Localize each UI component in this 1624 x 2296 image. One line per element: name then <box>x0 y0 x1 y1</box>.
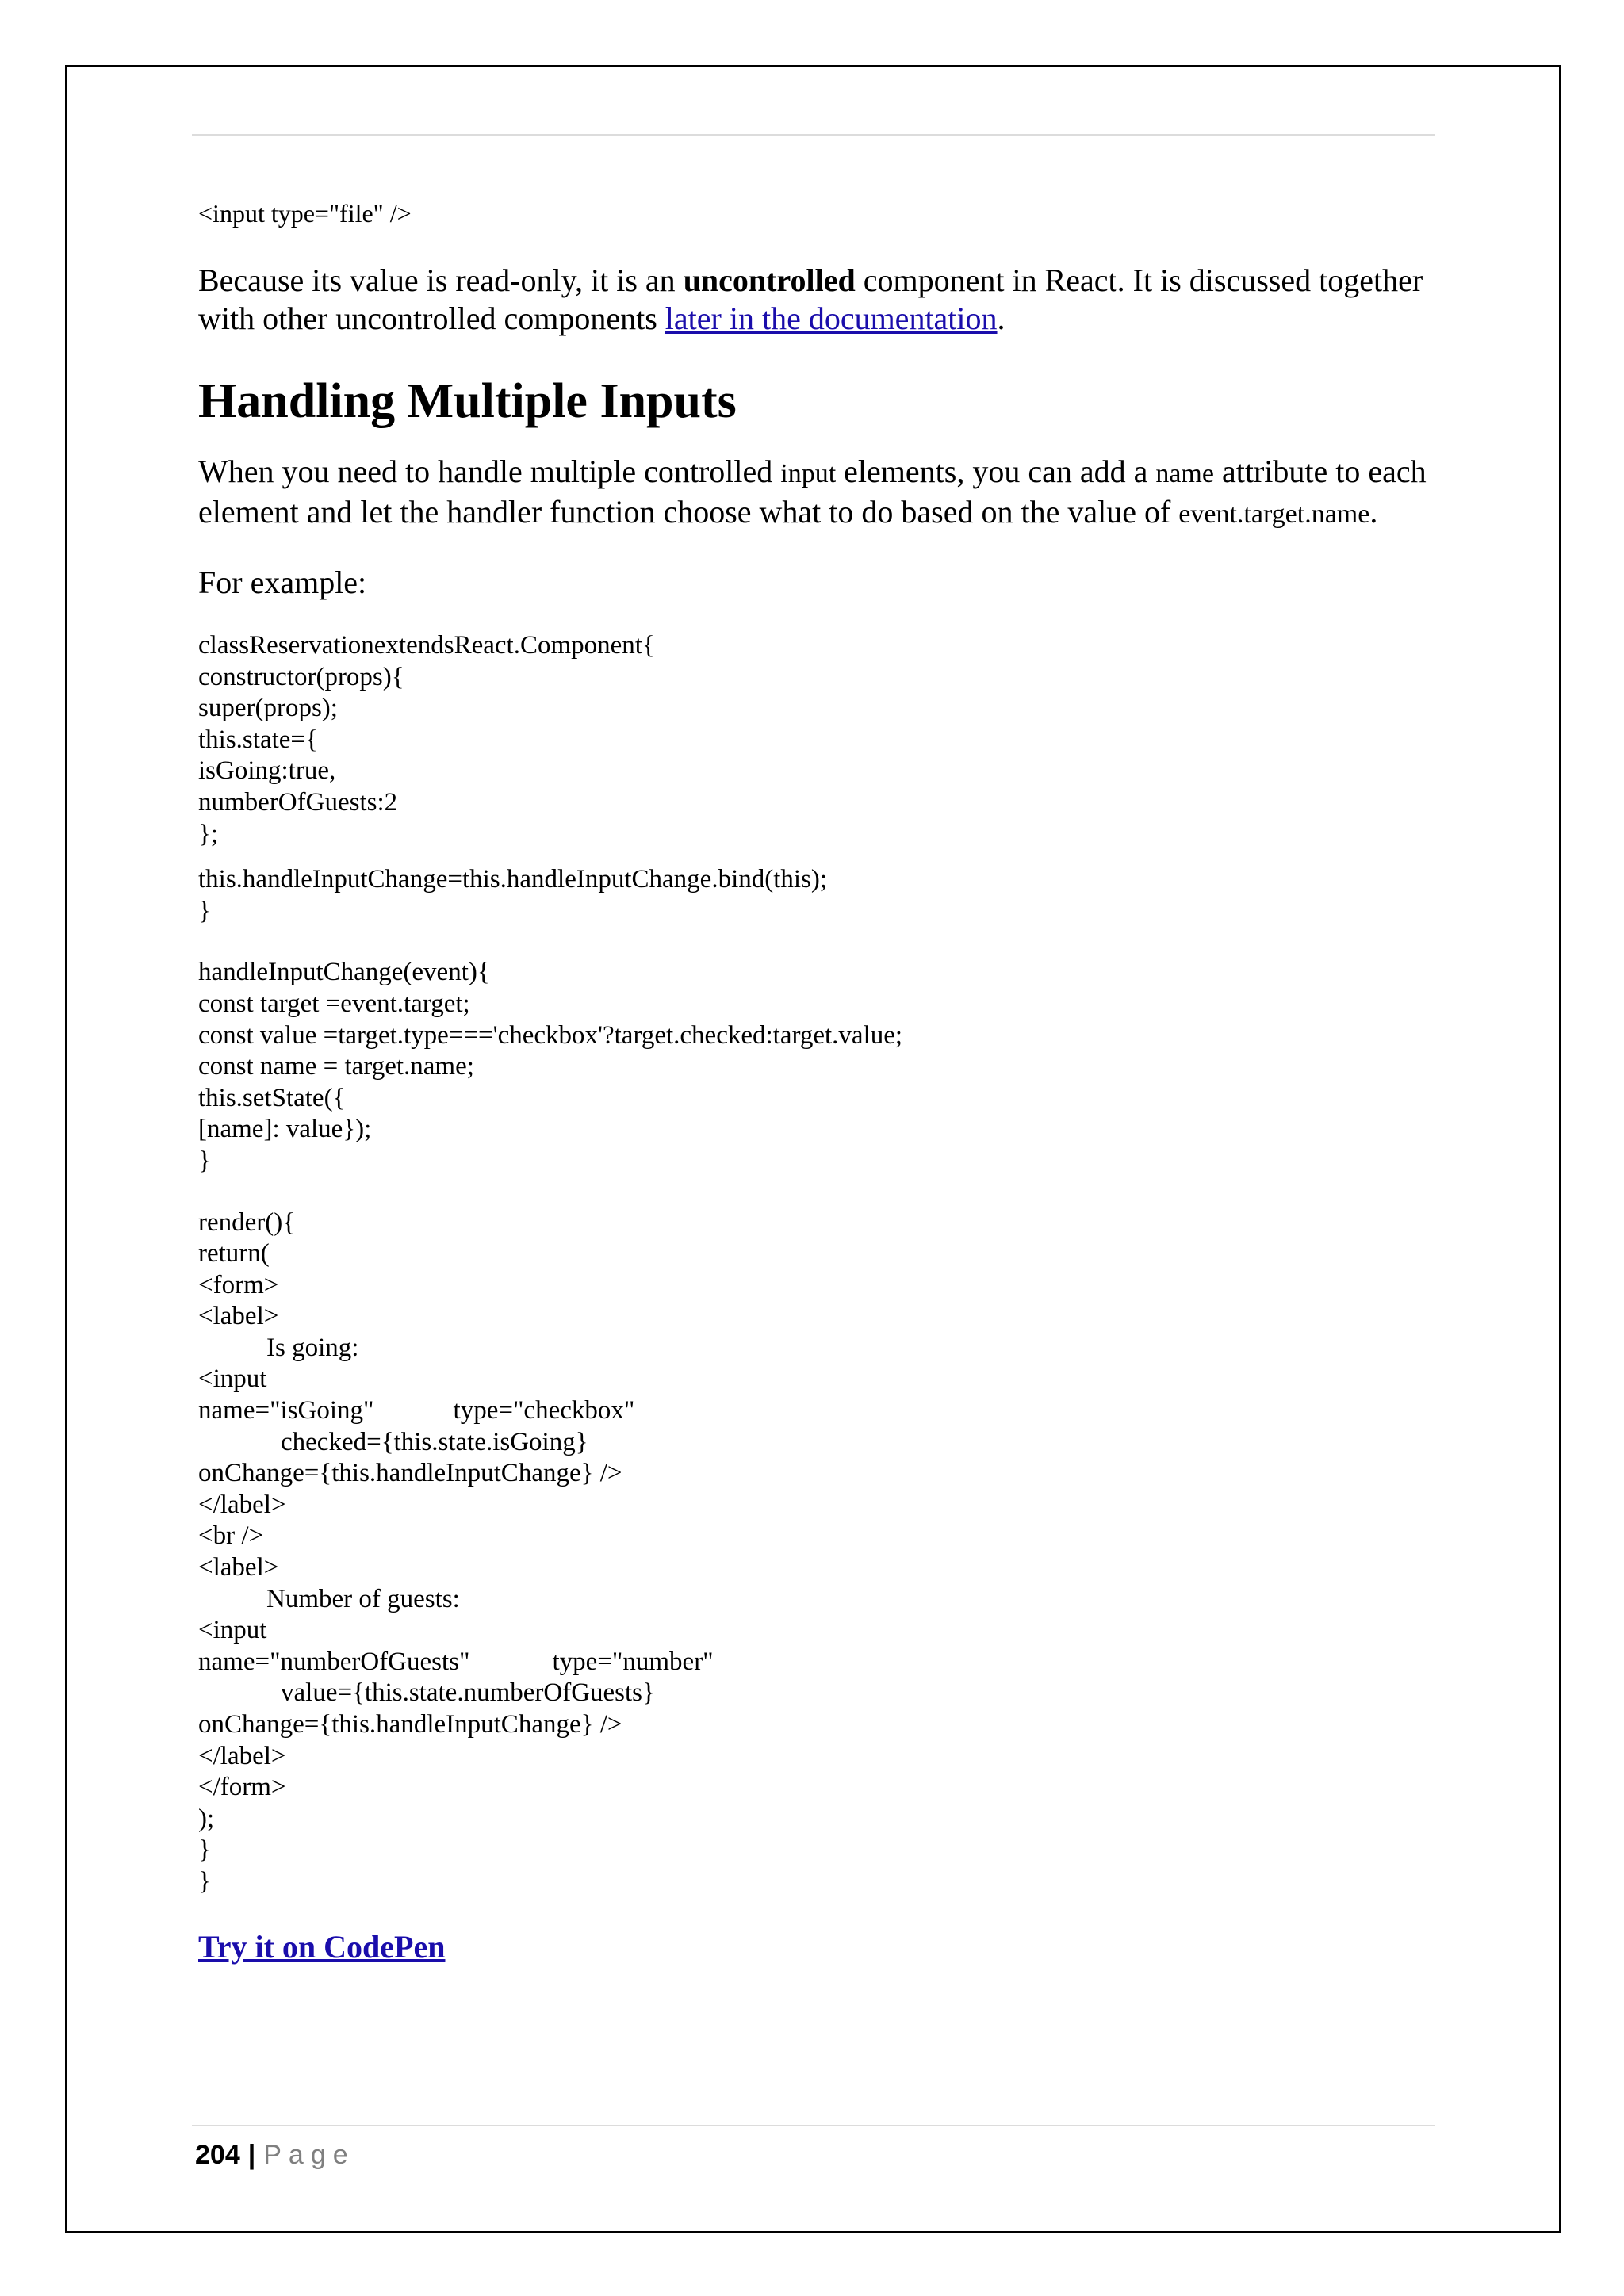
code-block-constructor <box>198 630 1435 850</box>
paragraph-text: . <box>997 300 1005 336</box>
code-line: <form> <box>198 1270 279 1299</box>
paragraph-text: Because its value is read-only, it is an <box>198 262 684 298</box>
inline-code-event-target-name: event.target.name <box>1178 499 1370 529</box>
code-line: return( <box>198 1239 270 1269</box>
code-line: Is going: <box>266 1333 359 1362</box>
code-line: <br /> <box>198 1521 264 1551</box>
code-block-bind <box>198 864 1435 927</box>
code-line: name="numberOfGuests" <box>198 1647 470 1676</box>
code-line: this.state={ <box>198 725 318 754</box>
page-label: Page <box>263 2140 355 2170</box>
code-line: }; <box>198 819 219 848</box>
code-line: } <box>198 1866 211 1896</box>
code-line: render(){ <box>198 1207 296 1237</box>
paragraph-text: component in React. It is discussed together with other uncontrolled components <box>198 262 1423 336</box>
code-line: <input <box>198 1616 267 1645</box>
code-line: value={this.state.numberOfGuests} <box>281 1678 655 1708</box>
code-line: super(props); <box>198 694 338 723</box>
code-line: isGoing:true, <box>198 756 336 786</box>
page-footer <box>195 2131 355 2179</box>
later-in-documentation-link[interactable]: later in the documentation <box>665 300 998 336</box>
paragraph-text: . <box>1369 494 1378 530</box>
file-input-code-line: <input type="file" /> <box>198 199 412 228</box>
code-line: <label> <box>198 1302 279 1331</box>
bold-term-uncontrolled: uncontrolled <box>683 262 856 298</box>
try-it-on-codepen-link[interactable]: Try it on CodePen <box>198 1928 446 1965</box>
code-line: </label> <box>198 1490 286 1519</box>
inline-code-input: input <box>780 459 837 488</box>
paragraph-text: attribute to each element and let the handler function choose what to do based on the value of <box>198 453 1427 530</box>
code-line: classReservationextendsReact.Component{ <box>198 631 655 660</box>
paragraph-uncontrolled <box>198 262 1435 338</box>
code-line: type="number" <box>552 1647 714 1676</box>
footer-separator: | <box>247 2140 256 2170</box>
code-line: type="checkbox" <box>453 1396 635 1425</box>
page-number: 204 <box>195 2140 240 2170</box>
code-line: } <box>198 1146 211 1175</box>
code-line: [name]: value}); <box>198 1115 372 1144</box>
section-heading: Handling Multiple Inputs <box>198 374 737 428</box>
code-line: } <box>198 896 211 925</box>
code-line: </form> <box>198 1773 286 1802</box>
code-line: ); <box>198 1804 215 1833</box>
page-content <box>198 197 1435 1965</box>
code-line: numberOfGuests:2 <box>198 787 398 817</box>
code-block-handler <box>198 957 1435 1177</box>
code-line: name="isGoing" <box>198 1396 374 1425</box>
paragraph-text: elements, you can add a <box>836 453 1156 489</box>
code-line: this.setState({ <box>198 1083 346 1112</box>
code-line: const value =target.type==='checkbox'?target.checked:target.value; <box>198 1020 903 1050</box>
for-example-text: For example: <box>198 564 367 600</box>
code-block-render <box>198 1207 1435 1898</box>
code-line: const target =event.target; <box>198 989 470 1018</box>
code-line: </label> <box>198 1741 286 1770</box>
code-line: onChange={this.handleInputChange} /> <box>198 1710 622 1739</box>
code-line: checked={this.state.isGoing} <box>281 1427 588 1456</box>
header-rule <box>192 134 1435 136</box>
code-line: this.handleInputChange=this.handleInputChange.bind(this); <box>198 865 828 894</box>
code-line: } <box>198 1835 211 1865</box>
footer-rule <box>192 2125 1435 2126</box>
code-line: <input <box>198 1364 267 1394</box>
code-line: Number of guests: <box>266 1584 460 1613</box>
code-line: handleInputChange(event){ <box>198 958 490 987</box>
code-line: <label> <box>198 1553 279 1582</box>
paragraph-multiple-inputs <box>198 453 1435 534</box>
paragraph-text: When you need to handle multiple controlled <box>198 453 781 489</box>
code-line: constructor(props){ <box>198 662 404 691</box>
inline-code-name: name <box>1155 459 1214 488</box>
code-line: onChange={this.handleInputChange} /> <box>198 1459 622 1488</box>
code-line: const name = target.name; <box>198 1052 474 1081</box>
